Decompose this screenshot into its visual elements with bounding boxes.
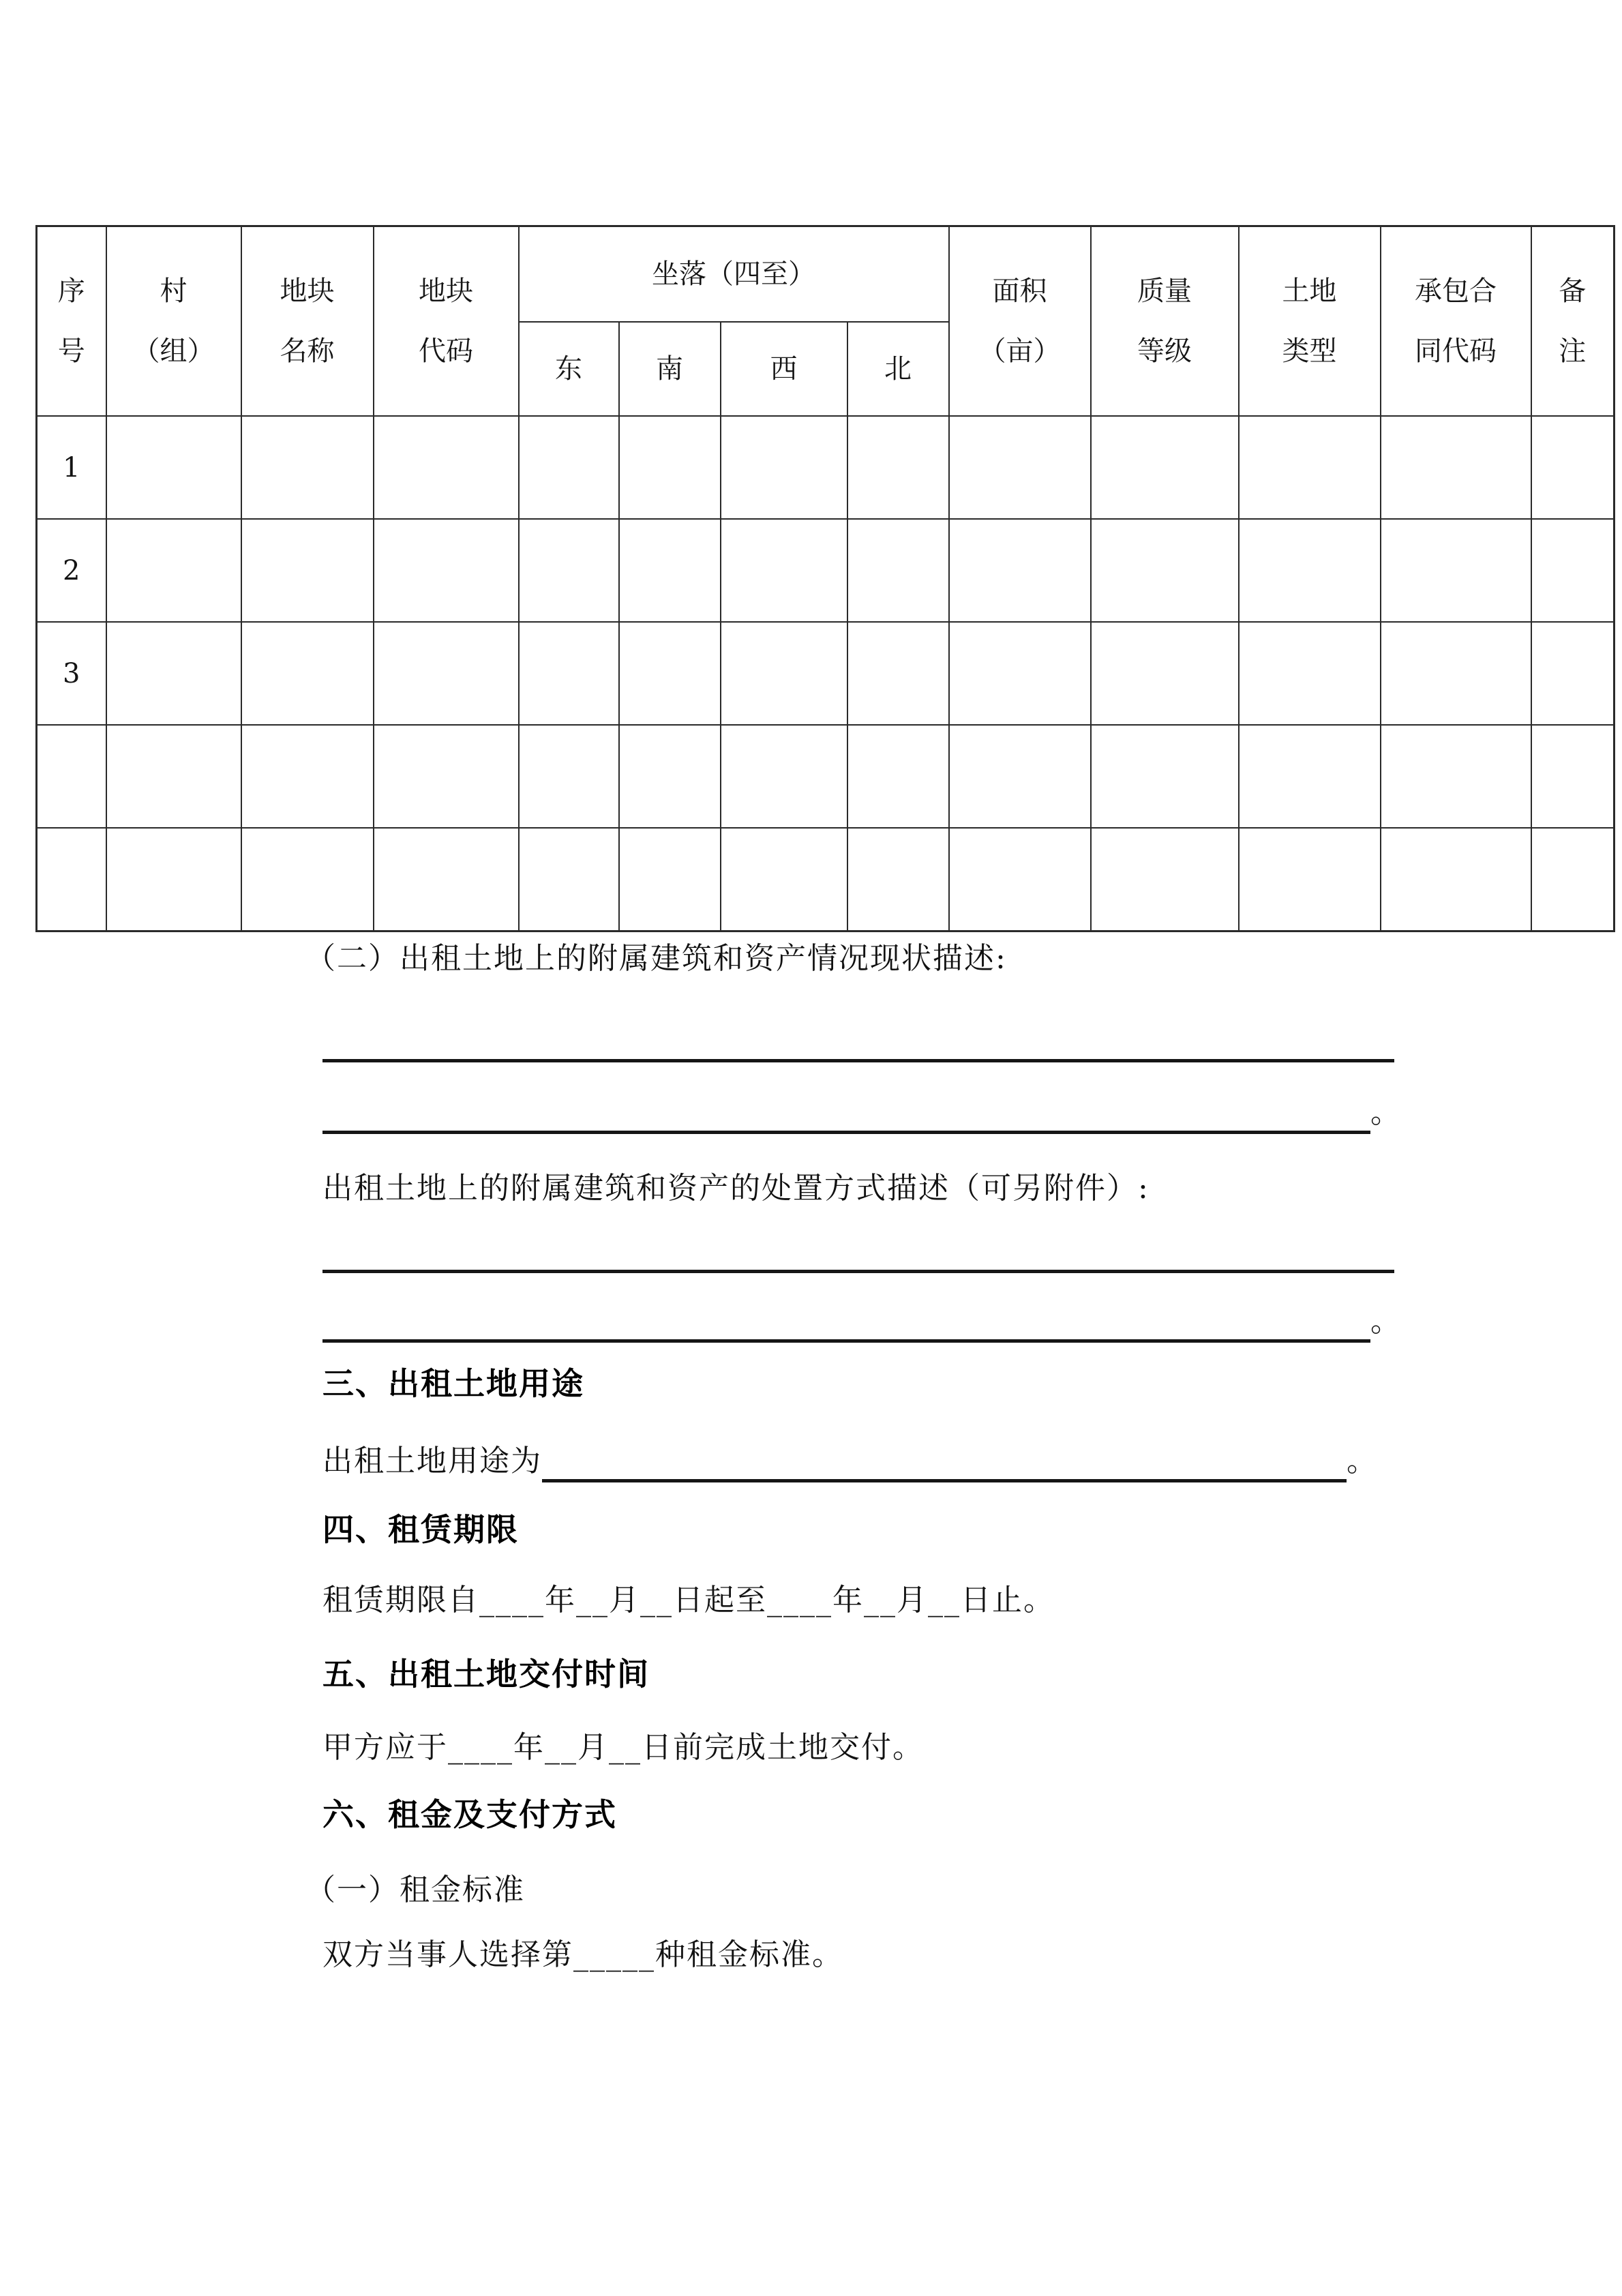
table-cell bbox=[374, 519, 519, 622]
header-land-type: 土地 类型 bbox=[1239, 226, 1381, 417]
line-suffix: 。 bbox=[1370, 1095, 1402, 1130]
table-cell bbox=[106, 828, 241, 931]
table-row bbox=[37, 416, 1615, 519]
table-cell bbox=[949, 828, 1091, 931]
header-west: 西 bbox=[721, 322, 847, 416]
header-north: 北 bbox=[847, 322, 949, 416]
table-cell bbox=[1531, 725, 1615, 828]
header-village-group: 村 （组） bbox=[106, 226, 241, 417]
table-cell bbox=[847, 725, 949, 828]
table-cell bbox=[619, 828, 721, 931]
table-cell bbox=[619, 622, 721, 725]
table-cell bbox=[1381, 416, 1531, 519]
table-cell bbox=[241, 725, 374, 828]
table-cell bbox=[519, 416, 619, 519]
header-serial-number: 序 号 bbox=[37, 226, 106, 417]
table-cell bbox=[106, 622, 241, 725]
cell-serial: 1 bbox=[37, 416, 106, 519]
table-cell bbox=[1381, 622, 1531, 725]
table-cell bbox=[1381, 828, 1531, 931]
header-plot-code: 地块 代码 bbox=[374, 226, 519, 417]
blank-line bbox=[322, 1020, 1394, 1062]
header-area-mu: 面积 （亩） bbox=[949, 226, 1091, 417]
table-cell bbox=[619, 416, 721, 519]
table-cell bbox=[519, 725, 619, 828]
table-cell bbox=[1531, 519, 1615, 622]
table-cell bbox=[721, 519, 847, 622]
table-cell bbox=[106, 519, 241, 622]
header-plot-name: 地块 名称 bbox=[241, 226, 374, 417]
table-cell bbox=[519, 828, 619, 931]
table-row bbox=[37, 828, 1615, 931]
table-cell bbox=[1091, 725, 1239, 828]
fill-in-rule bbox=[322, 1234, 1394, 1273]
table-cell bbox=[241, 416, 374, 519]
cell-serial: 3 bbox=[37, 622, 106, 725]
table-cell bbox=[949, 622, 1091, 725]
land-plots-table bbox=[35, 225, 1615, 932]
table-cell bbox=[241, 828, 374, 931]
table-cell bbox=[721, 416, 847, 519]
table-cell bbox=[1091, 828, 1239, 931]
table-cell bbox=[106, 725, 241, 828]
table-cell bbox=[1091, 416, 1239, 519]
table-cell bbox=[374, 416, 519, 519]
table-cell bbox=[1381, 519, 1531, 622]
table-row bbox=[37, 622, 1615, 725]
table-cell bbox=[241, 519, 374, 622]
section-5-title: 五、出租土地交付时间 bbox=[322, 1656, 650, 1693]
table-cell bbox=[374, 725, 519, 828]
table-cell bbox=[847, 828, 949, 931]
cell-serial bbox=[37, 725, 106, 828]
table-cell bbox=[519, 622, 619, 725]
table-cell bbox=[374, 828, 519, 931]
blank-line bbox=[322, 1231, 1394, 1273]
rent-standard-subheading: （一）租金标准 bbox=[305, 1873, 525, 1907]
fill-in-rule bbox=[322, 1095, 1370, 1134]
land-use-line bbox=[322, 1440, 1378, 1482]
line-suffix: 。 bbox=[1347, 1444, 1378, 1478]
table-cell bbox=[374, 622, 519, 725]
table-cell bbox=[847, 622, 949, 725]
table-cell bbox=[1239, 416, 1381, 519]
table-cell bbox=[1531, 622, 1615, 725]
table-cell bbox=[1091, 622, 1239, 725]
table-cell bbox=[949, 725, 1091, 828]
table-cell bbox=[847, 519, 949, 622]
header-east: 东 bbox=[519, 322, 619, 416]
table-cell bbox=[1381, 725, 1531, 828]
table-cell bbox=[1239, 519, 1381, 622]
lease-term-line: 租赁期限自____年__月__日起至____年__月__日止。 bbox=[322, 1583, 1055, 1617]
line-prefix: 出租土地用途为 bbox=[322, 1444, 542, 1478]
section-6-title: 六、租金及支付方式 bbox=[322, 1796, 617, 1833]
fill-in-rule bbox=[322, 1304, 1370, 1343]
cell-serial: 2 bbox=[37, 519, 106, 622]
table-cell bbox=[1091, 519, 1239, 622]
blank-line bbox=[322, 1092, 1402, 1134]
rent-standard-choice-line: 双方当事人选择第_____种租金标准。 bbox=[322, 1937, 843, 1972]
header-south: 南 bbox=[619, 322, 721, 416]
table-cell bbox=[619, 519, 721, 622]
section-4-title: 四、租赁期限 bbox=[322, 1511, 519, 1548]
header-remark: 备 注 bbox=[1531, 226, 1615, 417]
table-cell bbox=[1239, 725, 1381, 828]
header-contract-code: 承包合 同代码 bbox=[1381, 226, 1531, 417]
fill-in-rule bbox=[322, 1024, 1394, 1062]
fill-in-rule bbox=[542, 1444, 1347, 1482]
section-3-title: 三、出租土地用途 bbox=[322, 1365, 584, 1402]
table-cell bbox=[106, 416, 241, 519]
table-cell bbox=[519, 519, 619, 622]
table-cell bbox=[847, 416, 949, 519]
table-cell bbox=[619, 725, 721, 828]
table-cell bbox=[949, 416, 1091, 519]
header-quality-grade: 质量 等级 bbox=[1091, 226, 1239, 417]
line-suffix: 。 bbox=[1370, 1304, 1402, 1339]
table-row bbox=[37, 725, 1615, 828]
table-cell bbox=[949, 519, 1091, 622]
assets-disposal-heading: 出租土地上的附属建筑和资产的处置方式描述（可另附件）: bbox=[322, 1171, 1150, 1206]
table-row bbox=[37, 519, 1615, 622]
table-cell bbox=[721, 622, 847, 725]
table-cell bbox=[1239, 828, 1381, 931]
table-cell bbox=[1531, 828, 1615, 931]
table-cell bbox=[1531, 416, 1615, 519]
assets-status-heading: （二）出租土地上的附属建筑和资产情况现状描述: bbox=[305, 941, 1007, 976]
blank-line bbox=[322, 1300, 1402, 1343]
table-cell bbox=[1239, 622, 1381, 725]
cell-serial bbox=[37, 828, 106, 931]
table-cell bbox=[721, 725, 847, 828]
table-cell bbox=[721, 828, 847, 931]
header-location-boundaries: 坐落（四至） bbox=[519, 226, 949, 323]
table-cell bbox=[241, 622, 374, 725]
delivery-time-line: 甲方应于____年__月__日前完成土地交付。 bbox=[322, 1730, 924, 1765]
